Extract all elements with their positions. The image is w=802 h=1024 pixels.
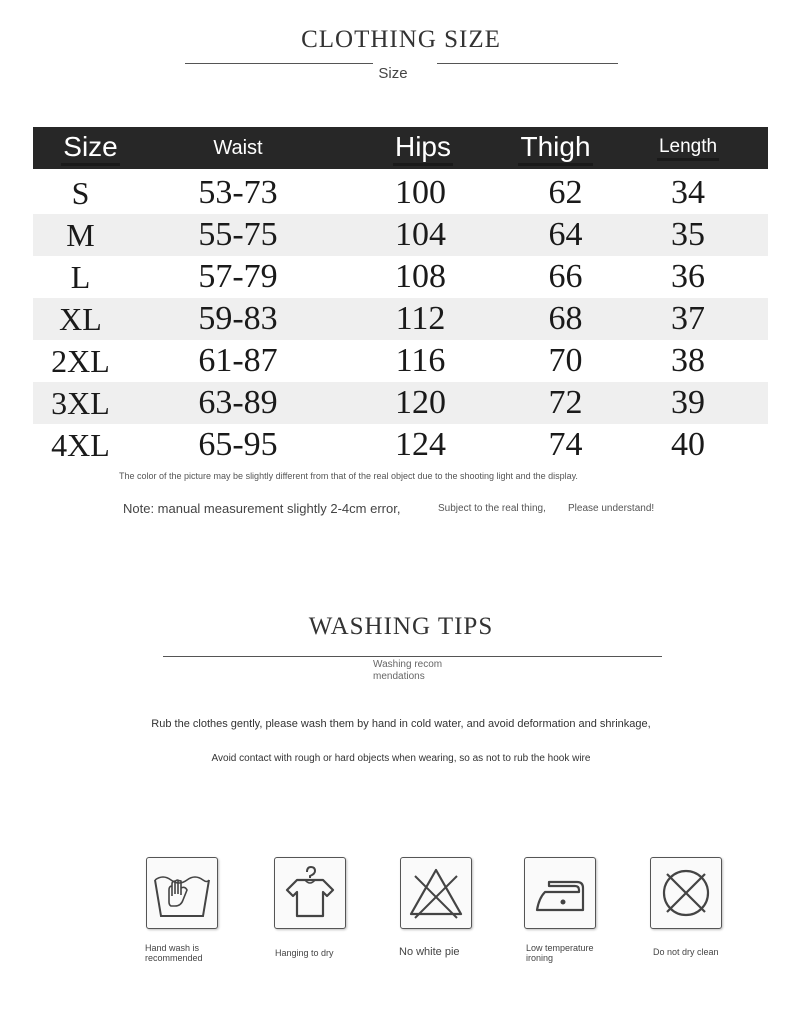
header-length: Length bbox=[628, 127, 748, 169]
hang-dry-icon bbox=[274, 857, 346, 929]
length-cell: 34 bbox=[671, 174, 705, 211]
clothing-size-title: CLOTHING SIZE bbox=[301, 26, 501, 53]
thigh-cell: 74 bbox=[548, 426, 583, 463]
table-row bbox=[33, 172, 768, 214]
length-cell: 40 bbox=[671, 426, 705, 463]
low-iron-icon bbox=[524, 857, 596, 929]
no-dry-clean-label: Do not dry clean bbox=[653, 947, 719, 957]
washing-tip-1: Rub the clothes gently, please wash them by hand in cold water, and avoid deformation and shrinkage, bbox=[151, 718, 651, 730]
size-table-header bbox=[33, 127, 768, 169]
header-waist: Waist bbox=[213, 136, 263, 159]
size-cell: 4XL bbox=[51, 426, 110, 463]
color-note: The color of the picture may be slightly different from that of the real object due to the shooting light and the display. bbox=[119, 471, 578, 481]
size-cell: L bbox=[70, 258, 91, 295]
size-cell: 2XL bbox=[51, 342, 110, 379]
washing-tips-title: WASHING TIPS bbox=[308, 613, 494, 640]
table-row bbox=[33, 298, 768, 340]
hips-cell: 120 bbox=[395, 384, 446, 421]
table-row bbox=[33, 214, 768, 256]
header-size: Size bbox=[33, 127, 148, 169]
waist-cell: 55-75 bbox=[198, 216, 278, 253]
length-cell: 36 bbox=[671, 258, 705, 295]
washing-subtitle: Washing recom mendations bbox=[373, 659, 443, 682]
header-thigh: Thigh bbox=[498, 127, 613, 169]
understand-note: Please understand! bbox=[568, 503, 655, 514]
hips-cell: 124 bbox=[395, 426, 446, 463]
table-row bbox=[33, 256, 768, 298]
size-cell: S bbox=[71, 174, 90, 211]
thigh-cell: 72 bbox=[548, 384, 583, 421]
subject-note: Subject to the real thing, bbox=[438, 503, 546, 514]
size-cell: XL bbox=[59, 300, 102, 337]
length-cell: 39 bbox=[671, 384, 705, 421]
low-iron-label: Low temperature ironing bbox=[526, 943, 594, 963]
size-cell: 3XL bbox=[51, 384, 110, 421]
thigh-cell: 66 bbox=[548, 258, 583, 295]
table-row bbox=[33, 382, 768, 424]
thigh-cell: 70 bbox=[548, 342, 583, 379]
length-cell: 37 bbox=[671, 300, 705, 337]
hips-cell: 108 bbox=[395, 258, 446, 295]
washing-rule bbox=[163, 656, 662, 657]
length-cell: 35 bbox=[671, 216, 705, 253]
hand-wash-icon bbox=[146, 857, 218, 929]
header-hips: Hips bbox=[363, 127, 483, 169]
waist-cell: 59-83 bbox=[198, 300, 278, 337]
waist-cell: 63-89 bbox=[198, 384, 278, 421]
no-bleach-icon bbox=[400, 857, 472, 929]
waist-cell: 53-73 bbox=[198, 174, 278, 211]
hips-cell: 112 bbox=[395, 300, 446, 337]
title-rule-right bbox=[437, 63, 618, 64]
thigh-cell: 64 bbox=[548, 216, 583, 253]
waist-cell: 65-95 bbox=[198, 426, 278, 463]
hips-cell: 104 bbox=[395, 216, 446, 253]
thigh-cell: 62 bbox=[548, 174, 583, 211]
size-subtitle: Size bbox=[378, 65, 408, 82]
measure-note: Note: manual measurement slightly 2-4cm error, bbox=[123, 501, 401, 516]
hang-dry-label: Hanging to dry bbox=[275, 948, 334, 958]
no-bleach-label: No white pie bbox=[399, 946, 460, 958]
title-rule-left bbox=[185, 63, 373, 64]
table-row bbox=[33, 340, 768, 382]
hips-cell: 100 bbox=[395, 174, 446, 211]
length-cell: 38 bbox=[671, 342, 705, 379]
waist-cell: 57-79 bbox=[198, 258, 278, 295]
size-cell: M bbox=[66, 216, 95, 253]
waist-cell: 61-87 bbox=[198, 342, 278, 379]
thigh-cell: 68 bbox=[548, 300, 583, 337]
table-row bbox=[33, 424, 768, 466]
washing-tip-2: Avoid contact with rough or hard objects when wearing, so as not to rub the hook wire bbox=[211, 753, 591, 764]
hips-cell: 116 bbox=[395, 342, 446, 379]
no-dry-clean-icon bbox=[650, 857, 722, 929]
hand-wash-label: Hand wash is recommended bbox=[145, 943, 203, 963]
